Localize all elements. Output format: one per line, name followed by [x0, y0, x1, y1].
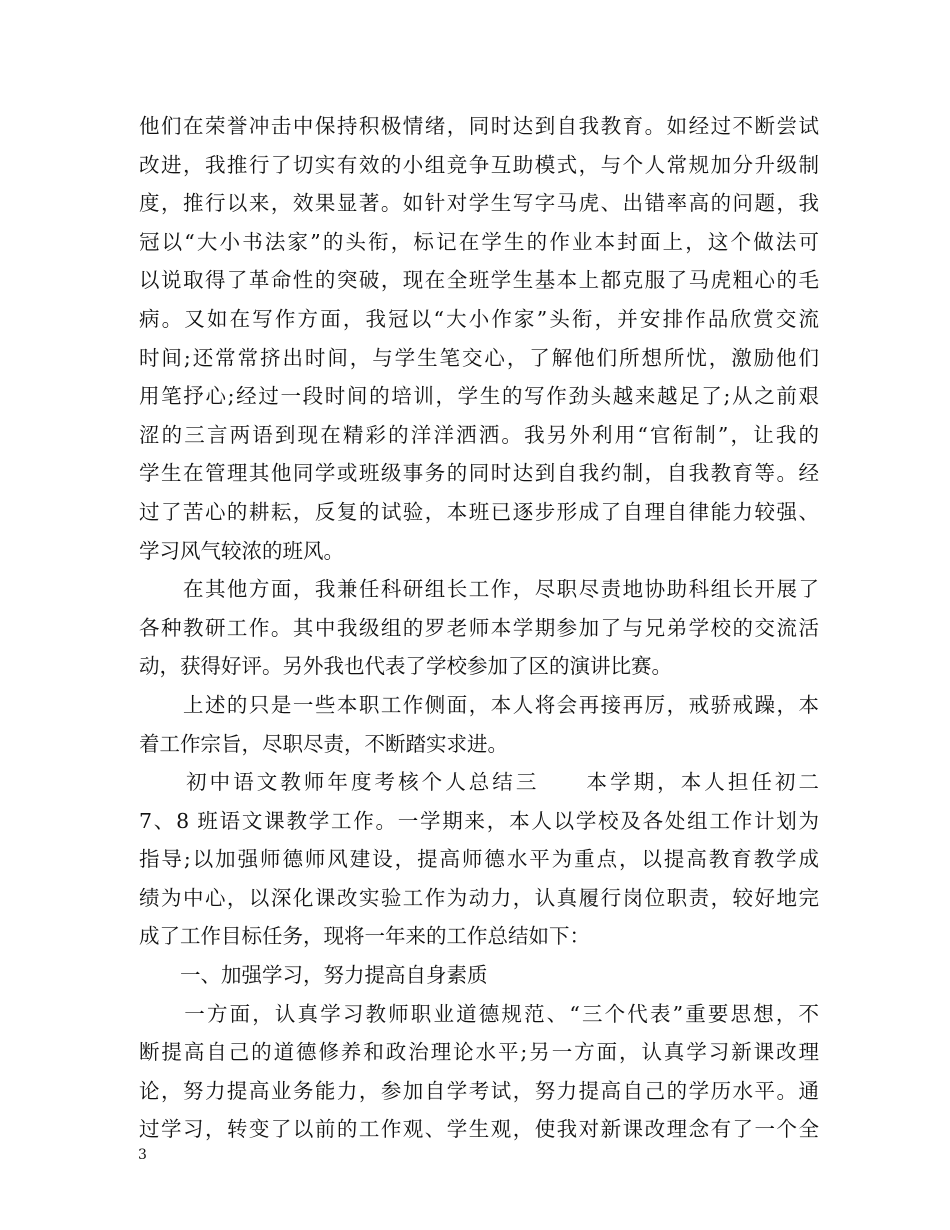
text-line: 病。又如在写作方面，我冠以“大小作家”头衔，并安排作品欣赏交流	[139, 306, 819, 331]
text-line: 在其他方面，我兼任科研组长工作，尽职尽责地协助科组长开展了	[139, 577, 819, 602]
text-line: 过了苦心的耕耘，反复的试验，本班已逐步形成了自理自律能力较强、	[139, 499, 819, 524]
text-line: 时间;还常常挤出时间，与学生笔交心，了解他们所想所忧，激励他们	[139, 345, 819, 370]
text-line: 用笔抒心;经过一段时间的培训，学生的写作劲头越来越足了;从之前艰	[139, 384, 819, 409]
text-line: 论，努力提高业务能力，参加自学考试，努力提高自己的学历水平。通	[139, 1078, 819, 1103]
text-line: 指导;以加强师德师风建设，提高师德水平为重点，以提高教育教学成	[139, 847, 819, 872]
text-line: 他们在荣誉冲击中保持积极情绪，同时达到自我教育。如经过不断尝试	[139, 114, 819, 138]
text-line: 动，获得好评。另外我也代表了学校参加了区的演讲比赛。	[139, 654, 672, 679]
text-line: 一、加强学习，努力提高自身素质	[139, 963, 488, 988]
text-line: 度，推行以来，效果显著。如针对学生写字马虎、出错率高的问题，我	[139, 191, 819, 216]
text-line: 改进，我推行了切实有效的小组竞争互助模式，与个人常规加分升级制	[139, 152, 819, 177]
text-line: 冠以“大小书法家”的头衔，标记在学生的作业本封面上，这个做法可	[139, 229, 819, 254]
text-line: 过学习，转变了以前的工作观、学生观，使我对新课改理念有了一个全	[139, 1117, 819, 1142]
text-line: 一方面，认真学习教师职业道德规范、“三个代表”重要思想，不	[139, 1001, 819, 1026]
text-line: 各种教研工作。其中我级组的罗老师本学期参加了与兄弟学校的交流活	[139, 615, 819, 640]
text-line: 初中语文教师年度考核个人总结三 本学期，本人担任初二	[139, 770, 819, 795]
text-line: 断提高自己的道德修养和政治理论水平;另一方面，认真学习新课改理	[139, 1040, 819, 1065]
body-text	[139, 107, 819, 1149]
page-number: 3	[138, 1147, 147, 1163]
text-line: 7、8 班语文课教学工作。一学期来，本人以学校及各处组工作计划为	[139, 808, 819, 833]
text-line: 绩为中心，以深化课改实验工作为动力，认真履行岗位职责，较好地完	[139, 885, 819, 910]
text-line: 学生在管理其他同学或班级事务的同时达到自我约制，自我教育等。经	[139, 461, 819, 486]
text-line: 涩的三言两语到现在精彩的洋洋洒洒。我另外利用“官衔制”，让我的	[139, 422, 819, 447]
text-line: 着工作宗旨，尽职尽责，不断踏实求进。	[139, 731, 508, 756]
text-line: 以说取得了革命性的突破，现在全班学生基本上都克服了马虎粗心的毛	[139, 268, 819, 293]
text-line: 上述的只是一些本职工作侧面，本人将会再接再厉，戒骄戒躁，本	[139, 692, 819, 717]
text-line: 成了工作目标任务，现将一年来的工作总结如下：	[139, 924, 590, 949]
text-line: 学习风气较浓的班风。	[139, 538, 344, 563]
